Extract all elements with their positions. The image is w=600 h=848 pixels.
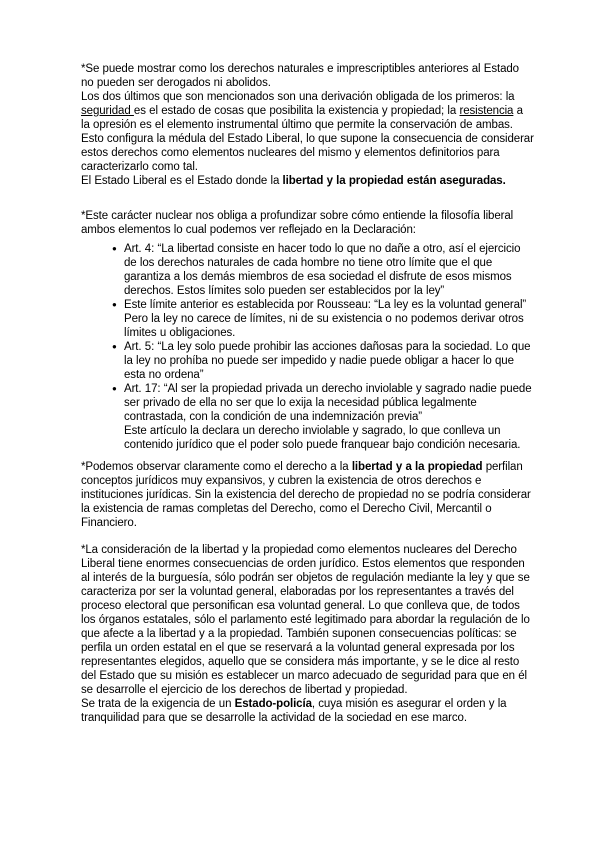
text-run: Pero la ley no carece de límites, ni de su existencia o no podemos derivar otros límites u obligaciones. bbox=[124, 313, 524, 339]
text-run: Se trata de la exigencia de un bbox=[81, 698, 235, 710]
bold-run-libertad-propiedad-aseguradas: libertad y la propiedad están aseguradas. bbox=[282, 175, 506, 187]
list-item-art17 bbox=[81, 382, 534, 452]
paragraph-seguridad-resistencia bbox=[81, 90, 534, 174]
underlined-word-seguridad: seguridad bbox=[81, 105, 134, 117]
paragraph-caracter-nuclear: *Este carácter nuclear nos obliga a profundizar sobre cómo entiende la filosofía liberal ambos elementos lo cual podemos ver reflejado en la Declaración: bbox=[81, 210, 514, 236]
paragraph-consideracion-libertad: *La consideración de la libertad y la propiedad como elementos nucleares del Derecho Liberal tiene enormes consecuencias de orden jurídico. Estos elementos que responden al interés de la burguesía, sólo podrán ser objetos de regulación mediante la ley y que se caracteriza por ser la voluntad general, elaboradas por los representantes a través del proceso electoral que personifican esa voluntad general. Lo que conlleva que, de todos los órganos estatales, sólo el parlamento esté legitimado para abordar la regulación de lo que afecte a la libertad y a la propiedad. También suponen consecuencias políticas: se perfila un orden estatal en el que se reservará a la voluntad general expresada por los representantes elegidos, aquello que se considera más importante, y se le dice al resto del Estado que su misión es establecer un marco adecuado de seguridad para que en él se desarrolle el ejercicio de los derechos de libertad y propiedad. bbox=[81, 544, 530, 696]
text-run: , cuya misión es asegurar el orden y la tranquilidad para que se desarrolle la actividad de la sociedad en ese marco. bbox=[81, 698, 507, 724]
bullet-icon: ● bbox=[112, 384, 117, 393]
bulleted-list bbox=[81, 242, 534, 452]
text-run: perfilan conceptos jurídicos muy expansivos, y cubren la existencia de otros derechos e instituciones jurídicas. Sin la existencia del derecho de propiedad no se podría considerar la existencia de ramas completas del Derecho, como el Derecho Civil, Mercantil o Financiero. bbox=[81, 461, 531, 529]
text-run: Los dos últimos que son mencionados son una derivación obligada de los primeros: la bbox=[81, 91, 515, 103]
list-item-art5 bbox=[81, 340, 534, 382]
text-run: *Podemos observar claramente como el derecho a la bbox=[81, 461, 352, 473]
paragraph-estado-liberal bbox=[81, 174, 534, 188]
paragraph-podemos-observar bbox=[81, 460, 534, 530]
underlined-word-resistencia: resistencia bbox=[459, 105, 514, 117]
bullet-icon: ● bbox=[112, 342, 117, 351]
text-run: El Estado Liberal es el Estado donde la bbox=[81, 175, 283, 187]
bold-run-libertad-propiedad: libertad y a la propiedad bbox=[351, 461, 483, 473]
text-run: es el estado de cosas que posibilita la existencia y propiedad; la bbox=[133, 105, 460, 117]
text-run: a la opresión es el elemento instrumental último que permite la conservación de ambas. Esto configura la médula del Estado Liberal, lo que supone la consecuencia de considerar estos derechos como elementos nucleares del mismo y elementos definitorios para caracterizarlo como tal. bbox=[81, 105, 534, 173]
bullet-icon: ● bbox=[112, 300, 117, 309]
bold-run-estado-policia: Estado-policía bbox=[234, 698, 312, 710]
list-item-rousseau bbox=[81, 298, 534, 340]
text-run: Art. 4: “La libertad consiste en hacer todo lo que no dañe a otro, así el ejercicio de los derechos naturales de cada hombre no tiene otro límite que el que garantiza a los demás miembros de esa sociedad el disfrute de esos mismos derechos. Estos límites solo pueden ser establecidos por la ley” bbox=[124, 243, 521, 297]
text-run: Este artículo la declara un derecho inviolable y sagrado, lo que conlleva un contenido jurídico que el poder solo puede franquear bajo condición necesaria. bbox=[124, 425, 521, 451]
text-run: Este límite anterior es establecida por Rousseau: “La ley es la voluntad general” bbox=[124, 299, 527, 311]
text-run: Art. 17: “Al ser la propiedad privada un derecho inviolable y sagrado nadie puede ser privado de ella no ser que lo exija la necesidad pública legalmente contrastada, con la condición de una indemnización previa” bbox=[124, 383, 532, 423]
bullet-icon: ● bbox=[112, 244, 117, 253]
paragraph-derechos-naturales: *Se puede mostrar como los derechos naturales e imprescriptibles anteriores al Estado no pueden ser derogados ni abolidos. bbox=[81, 63, 519, 89]
list-item-art4 bbox=[81, 242, 534, 298]
paragraph-estado-policia bbox=[81, 697, 534, 725]
text-run: Art. 5: “La ley solo puede prohibir las acciones dañosas para la sociedad. Lo que la ley no prohíba no puede ser impedido y nadie puede obligar a hacer lo que esta no ordena” bbox=[124, 341, 531, 381]
